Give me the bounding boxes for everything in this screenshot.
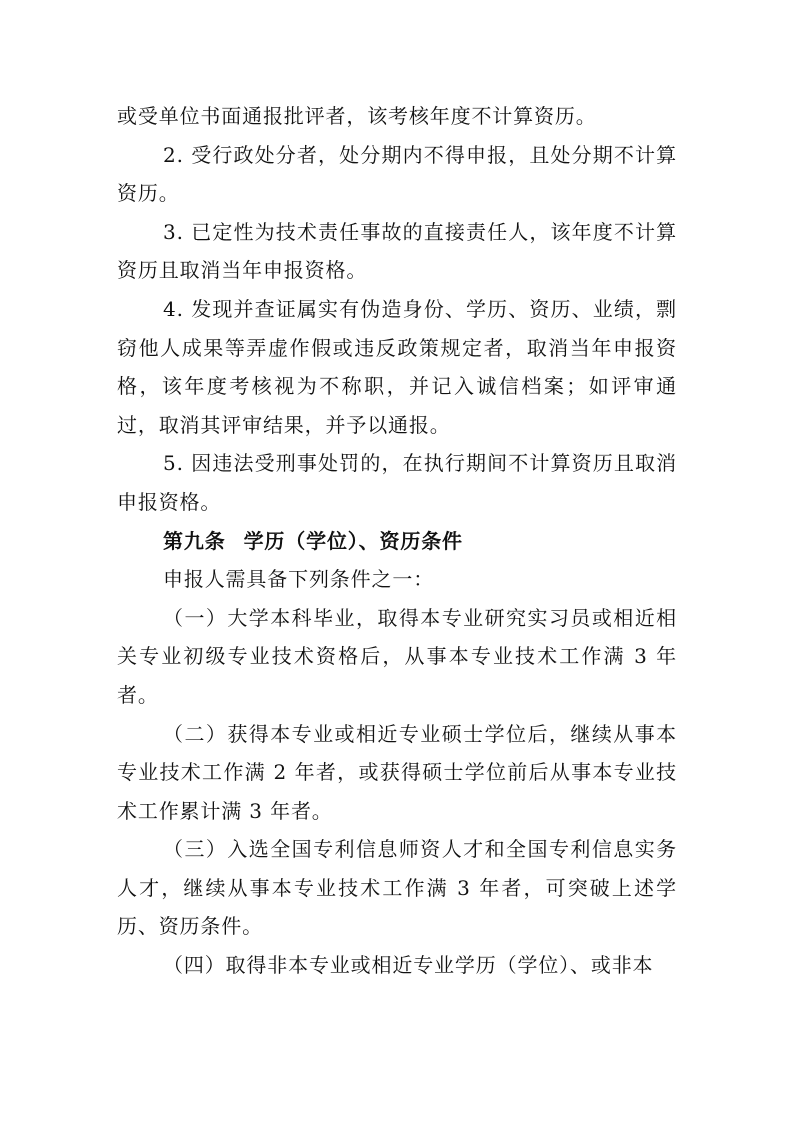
section-intro: 申报人需具备下列条件之一： <box>163 567 435 592</box>
section-number: 第九条 <box>163 528 226 553</box>
section-heading <box>117 522 677 561</box>
paragraph-item-4: 4. 发现并查证属实有伪造身份、学历、资历、业绩，剽窃他人成果等弄虚作假或违反政策规定者，取消当年申报资格，该年度考核视为不称职，并记入诚信档案；如评审通过，取消其评审结果，并予以通报。 <box>117 296 677 437</box>
condition-3: （三）入选全国专利信息师资人才和全国专利信息实务人才，继续从事本专业技术工作满 3 年者，可突破上述学历、资历条件。 <box>117 837 677 939</box>
paragraph-item-5: 5. 因违法受刑事处罚的，在执行期间不计算资历且取消申报资格。 <box>117 451 677 514</box>
condition-1: （一）大学本科毕业，取得本专业研究实习员或相近相关专业初级专业技术资格后，从事本专业技术工作满 3 年者。 <box>117 605 677 707</box>
condition-2: （二）获得本专业或相近专业硕士学位后，继续从事本专业技术工作满 2 年者，或获得硕士学位前后从事本专业技术工作累计满 3 年者。 <box>117 721 677 823</box>
paragraph-continuation: 或受单位书面通报批评者，该考核年度不计算资历。 <box>117 104 597 128</box>
document-body <box>117 97 677 985</box>
paragraph-item-2: 2. 受行政处分者，处分期内不得申报，且处分期不计算资历。 <box>117 142 677 206</box>
section-title: 学历（学位）、资历条件 <box>243 528 463 553</box>
paragraph-item-3: 3. 已定性为技术责任事故的直接责任人，该年度不计算资历且取消当年申报资格。 <box>117 219 677 283</box>
condition-4: （四）取得非本专业或相近专业学历（学位）、或非本 <box>163 953 654 978</box>
